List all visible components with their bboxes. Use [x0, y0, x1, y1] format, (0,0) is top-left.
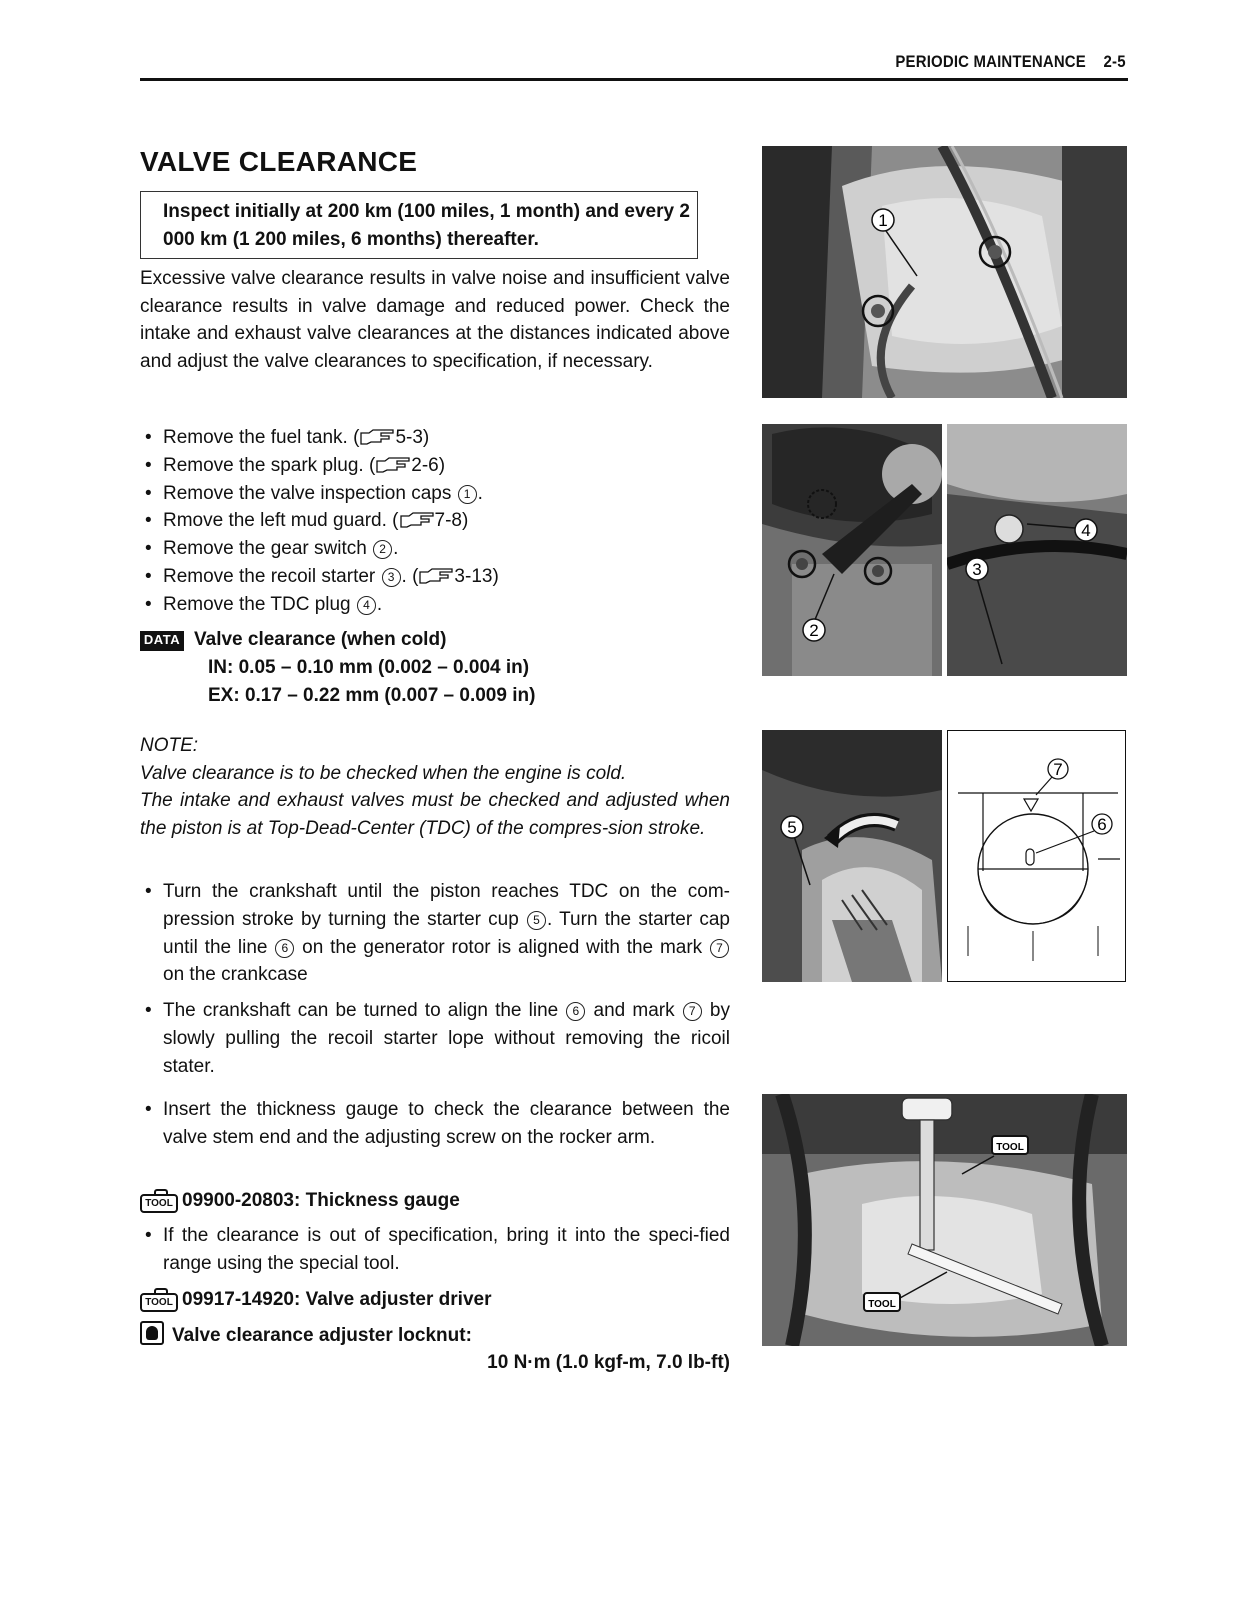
tool-label: TOOL [996, 1142, 1024, 1153]
photo-recoil-starter-tdc-plug [947, 424, 1127, 676]
tool-icon: TOOL [140, 1194, 178, 1213]
gauge-steps-list [140, 1096, 730, 1152]
list-item: • Remove the TDC plug 4 . [140, 591, 730, 619]
callout-number: 2 [373, 540, 392, 559]
header-section: PERIODIC MAINTENANCE [895, 52, 1087, 71]
callout-3: 3 [972, 560, 982, 579]
callout-number: 3 [382, 568, 401, 587]
note-block [140, 732, 730, 842]
data-icon: DATA [140, 631, 184, 651]
interval-box: Inspect initially at 200 km (100 miles, 1 month) and every 2 000 km (1 200 miles, 6 months) thereafter. [140, 191, 698, 259]
callout-7: 7 [1053, 760, 1063, 779]
tool-label: TOOL [868, 1299, 896, 1310]
list-item: • Turn the crankshaft until the piston reaches TDC on the com-pression stroke by turning the starter cup 5 . Turn the starter cap until the line 6 on the generator rotor is aligned with the mark 7 on the crankcase [140, 878, 730, 989]
page-header [140, 50, 1128, 81]
callout-number: 6 [566, 1002, 585, 1021]
note-label: NOTE: [140, 735, 199, 756]
spec-intake: IN: 0.05 – 0.10 mm (0.002 – 0.004 in) [208, 657, 530, 678]
callout-number: 6 [275, 939, 294, 958]
tool-thickness-gauge: TOOL 09900-20803: Thickness gauge [140, 1187, 460, 1215]
tdc-steps-list [140, 878, 730, 1081]
intro-paragraph: Excessive valve clearance results in valve noise and insufficient valve clearance results in valve damage and reduced power. Check the intake and exhaust valve clearances at the distances indicated above and adjust the valve clearances to specification, if necessary. [140, 268, 730, 372]
list-item: • Remove the spark plug. ( 2-6) [140, 452, 730, 480]
prep-steps-list [140, 424, 730, 619]
callout-5: 5 [787, 818, 797, 837]
list-item: • Insert the thickness gauge to check the clearance between the valve stem end and the adjusting screw on the rocker arm. [140, 1096, 730, 1152]
callout-number: 7 [683, 1002, 702, 1021]
list-item: • Remove the valve inspection caps 1 . [140, 480, 730, 508]
spec-exhaust: EX: 0.17 – 0.22 mm (0.007 – 0.009 in) [208, 685, 536, 706]
note-line-1: Valve clearance is to be checked when the engine is cold. [140, 762, 627, 784]
callout-2: 2 [809, 621, 819, 640]
list-item: • Remove the recoil starter 3 . ( 3-13) [140, 563, 730, 591]
callout-number: 7 [710, 939, 729, 958]
reference-hand-icon [359, 429, 395, 445]
photo-thickness-gauge [762, 1094, 1127, 1346]
note-line-2: The intake and exhaust valves must be checked and adjusted when the piston is at Top-Dead-Center (TDC) of the compres-sion stroke. [140, 790, 730, 839]
page-title: VALVE CLEARANCE [140, 146, 418, 177]
list-item: • Remove the gear switch 2 . [140, 535, 730, 563]
torque-spec-value: 10 N·m (1.0 kgf-m, 7.0 lb-ft) [487, 1352, 730, 1373]
reference-hand-icon [418, 568, 454, 584]
list-item: • Rmove the left mud guard. ( 7-8) [140, 507, 730, 535]
callout-number: 4 [357, 596, 376, 615]
torque-wrench-icon [140, 1321, 164, 1345]
spec-title: Valve clearance (when cold) [194, 629, 447, 650]
diagram-rotor-tdc-mark [947, 730, 1126, 982]
reference-hand-icon [375, 457, 411, 473]
page-number: 2-5 [1103, 52, 1126, 71]
list-item: • Remove the fuel tank. ( 5-3) [140, 424, 730, 452]
callout-number: 1 [458, 485, 477, 504]
callout-6: 6 [1097, 815, 1107, 834]
tool-icon: TOOL [140, 1293, 178, 1312]
callout-1: 1 [878, 211, 888, 230]
photo-gear-switch [762, 424, 942, 676]
list-item: • If the clearance is out of specification, bring it into the speci-fied range using the special tool. [140, 1222, 730, 1278]
photo-starter-cup [762, 730, 942, 982]
torque-spec-label: Valve clearance adjuster locknut: [140, 1321, 472, 1350]
callout-4: 4 [1081, 521, 1091, 540]
header-text [896, 52, 1126, 72]
adjust-steps-list [140, 1222, 730, 1278]
reference-hand-icon [399, 512, 435, 528]
valve-clearance-spec [140, 626, 535, 710]
list-item: • The crankshaft can be turned to align the line 6 and mark 7 by slowly pulling the recoil starter lope without removing the ricoil stater. [140, 997, 730, 1080]
callout-number: 5 [527, 911, 546, 930]
photo-valve-inspection-caps [762, 146, 1127, 398]
tool-valve-adjuster: TOOL 09917-14920: Valve adjuster driver [140, 1286, 491, 1314]
